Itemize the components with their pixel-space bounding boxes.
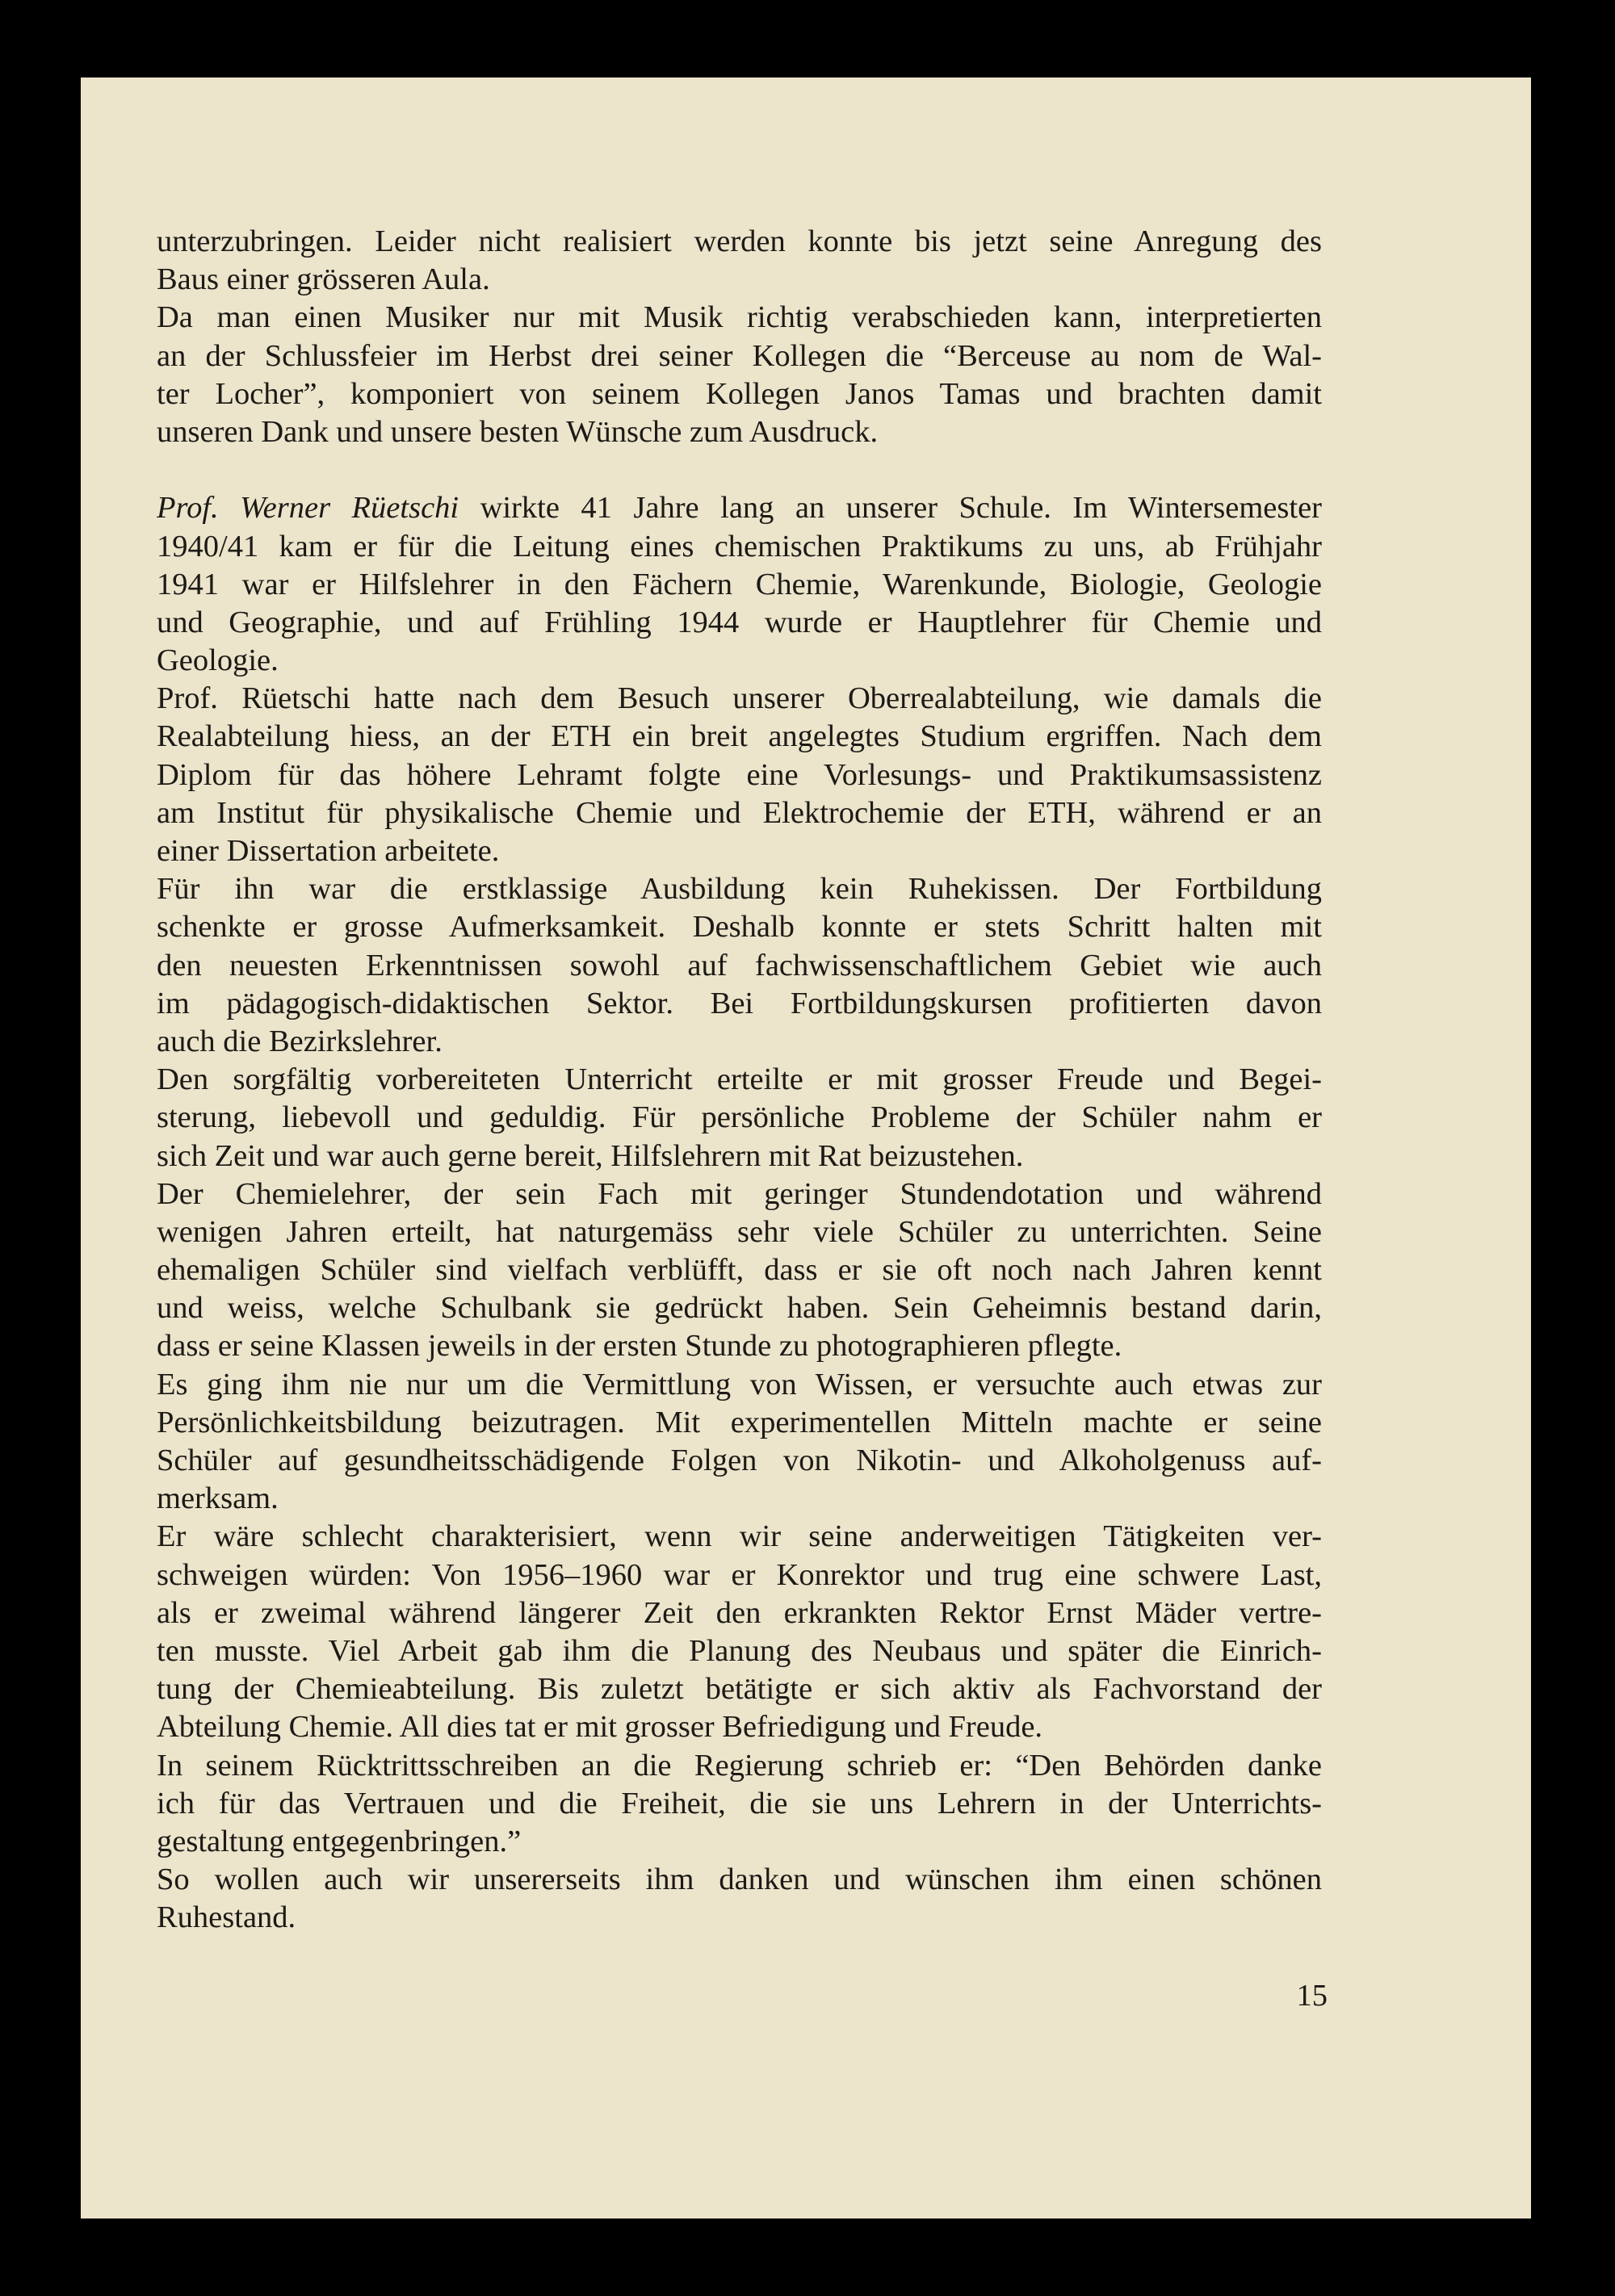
text-line: Geologie. xyxy=(157,643,279,678)
text-line-rest: wirkte 41 Jahre lang an unserer Schule. Im Wintersemester xyxy=(459,491,1322,526)
paragraph-personality xyxy=(157,1366,1322,1519)
text-line: schweigen würden: Von 1956–1960 war er Konrektor und trug eine schwere Last, xyxy=(157,1557,1322,1592)
text-line: tung der Chemieabteilung. Bis zuletzt betätigte er sich aktiv als Fachvorstand der xyxy=(157,1672,1322,1707)
text-line: merksam. xyxy=(157,1481,279,1516)
text-line: den neuesten Erkenntnissen sowohl auf fachwissenschaftlichem Gebiet wie auch xyxy=(157,948,1322,983)
text-line: Schüler auf gesundheitsschädigende Folgen von Nikotin- und Alkoholgenuss auf- xyxy=(157,1443,1322,1477)
paragraph-farewell-music xyxy=(157,299,1322,451)
text-line: Prof. Rüetschi hatte nach dem Besuch unserer Oberrealabteilung, wie damals die xyxy=(157,681,1322,716)
text-line: im pädagogisch-didaktischen Sektor. Bei Fortbildungskursen profitierten davon xyxy=(157,986,1322,1020)
paragraph-studies xyxy=(157,680,1322,870)
text-line: Es ging ihm nie nur um die Vermittlung von Wissen, er versuchte auch etwas zur xyxy=(157,1367,1322,1401)
paragraph-other-activities xyxy=(157,1518,1322,1746)
text-line: einer Dissertation arbeitete. xyxy=(157,834,500,868)
text-line: gestaltung entgegenbringen.” xyxy=(157,1824,522,1858)
text-line: In seinem Rücktrittsschreiben an die Regierung schrieb er: “Den Behörden danke xyxy=(157,1748,1322,1783)
text-line: Persönlichkeitsbildung beizutragen. Mit experimentellen Mitteln machte er seine xyxy=(157,1405,1322,1439)
paragraph-closing xyxy=(157,1861,1322,1937)
paragraph-spacer xyxy=(157,451,1322,489)
text-line: und weiss, welche Schulbank sie gedrückt haben. Sein Geheimnis bestand darin, xyxy=(157,1291,1322,1326)
text-line: sterung, liebevoll und geduldig. Für persönliche Probleme der Schüler nahm er xyxy=(157,1100,1322,1135)
body-text xyxy=(157,223,1322,1937)
text-line: ten musste. Viel Arbeit gab ihm die Planung des Neubaus und später die Einrich- xyxy=(157,1633,1322,1668)
text-line: Abteilung Chemie. All dies tat er mit grosser Befriedigung und Freude. xyxy=(157,1710,1043,1745)
paragraph-rueetschi-intro xyxy=(157,489,1322,680)
document-page xyxy=(81,78,1531,2218)
text-line: unterzubringen. Leider nicht realisiert werden konnte bis jetzt seine Anregung des xyxy=(157,224,1322,258)
text-line: ter Locher”, komponiert von seinem Kollegen Janos Tamas und brachten damit xyxy=(157,376,1322,411)
text-line: als er zweimal während längerer Zeit den erkrankten Rektor Ernst Mäder vertre- xyxy=(157,1595,1322,1630)
paragraph-resignation-letter xyxy=(157,1747,1322,1862)
page-number: 15 xyxy=(1296,1979,1328,2013)
text-line: ehemaligen Schüler sind vielfach verblüfft, dass er sie oft noch nach Jahren kennt xyxy=(157,1253,1322,1288)
paragraph-teaching xyxy=(157,1061,1322,1175)
text-line: und Geographie, und auf Frühling 1944 wurde er Hauptlehrer für Chemie und xyxy=(157,605,1322,639)
text-line xyxy=(157,489,1322,527)
text-line: 1940/41 kam er für die Leitung eines chemischen Praktikums zu uns, ab Frühjahr xyxy=(157,529,1322,564)
text-line: 1941 war er Hilfslehrer in den Fächern Chemie, Warenkunde, Biologie, Geologie xyxy=(157,567,1322,601)
text-line: schenkte er grosse Aufmerksamkeit. Deshalb konnte er stets Schritt halten mit xyxy=(157,910,1322,945)
paragraph-aula xyxy=(157,223,1322,299)
text-line: an der Schlussfeier im Herbst drei seiner Kollegen die “Berceuse au nom de Wal- xyxy=(157,338,1322,373)
text-line: wenigen Jahren erteilt, hat naturgemäss sehr viele Schüler zu unterrichten. Seine xyxy=(157,1214,1322,1249)
paragraph-chemistry-teacher xyxy=(157,1175,1322,1366)
text-line: Für ihn war die erstklassige Ausbildung kein Ruhekissen. Der Fortbildung xyxy=(157,872,1322,907)
person-name: Prof. Werner Rüetschi xyxy=(157,491,459,526)
text-line: Realabteilung hiess, an der ETH ein breit angelegtes Studium ergriffen. Nach dem xyxy=(157,719,1322,754)
text-line: Diplom für das höhere Lehramt folgte eine Vorlesungs- und Praktikumsassistenz xyxy=(157,757,1322,792)
text-line: Den sorgfältig vorbereiteten Unterricht erteilte er mit grosser Freude und Begei- xyxy=(157,1062,1322,1097)
paragraph-further-training xyxy=(157,870,1322,1061)
text-line: am Institut für physikalische Chemie und Elektrochemie der ETH, während er an xyxy=(157,795,1322,830)
text-line: So wollen auch wir unsererseits ihm danken und wünschen ihm einen schönen xyxy=(157,1862,1322,1897)
text-line: Da man einen Musiker nur mit Musik richtig verabschieden kann, interpretierten xyxy=(157,300,1322,335)
text-line: Baus einer grösseren Aula. xyxy=(157,262,490,297)
text-line: ich für das Vertrauen und die Freiheit, die sie uns Lehrern in der Unterrichts- xyxy=(157,1786,1322,1820)
text-line: dass er seine Klassen jeweils in der ersten Stunde zu photographieren pflegte. xyxy=(157,1329,1122,1364)
text-line: sich Zeit und war auch gerne bereit, Hilfslehrern mit Rat beizustehen. xyxy=(157,1138,1024,1173)
text-line: Der Chemielehrer, der sein Fach mit geringer Stundendotation und während xyxy=(157,1176,1322,1211)
text-line: Ruhestand. xyxy=(157,1900,296,1935)
text-line: unseren Dank und unsere besten Wünsche zum Ausdruck. xyxy=(157,414,879,449)
text-line: auch die Bezirkslehrer. xyxy=(157,1024,443,1058)
text-line: Er wäre schlecht charakterisiert, wenn wir seine anderweitigen Tätigkeiten ver- xyxy=(157,1519,1322,1554)
